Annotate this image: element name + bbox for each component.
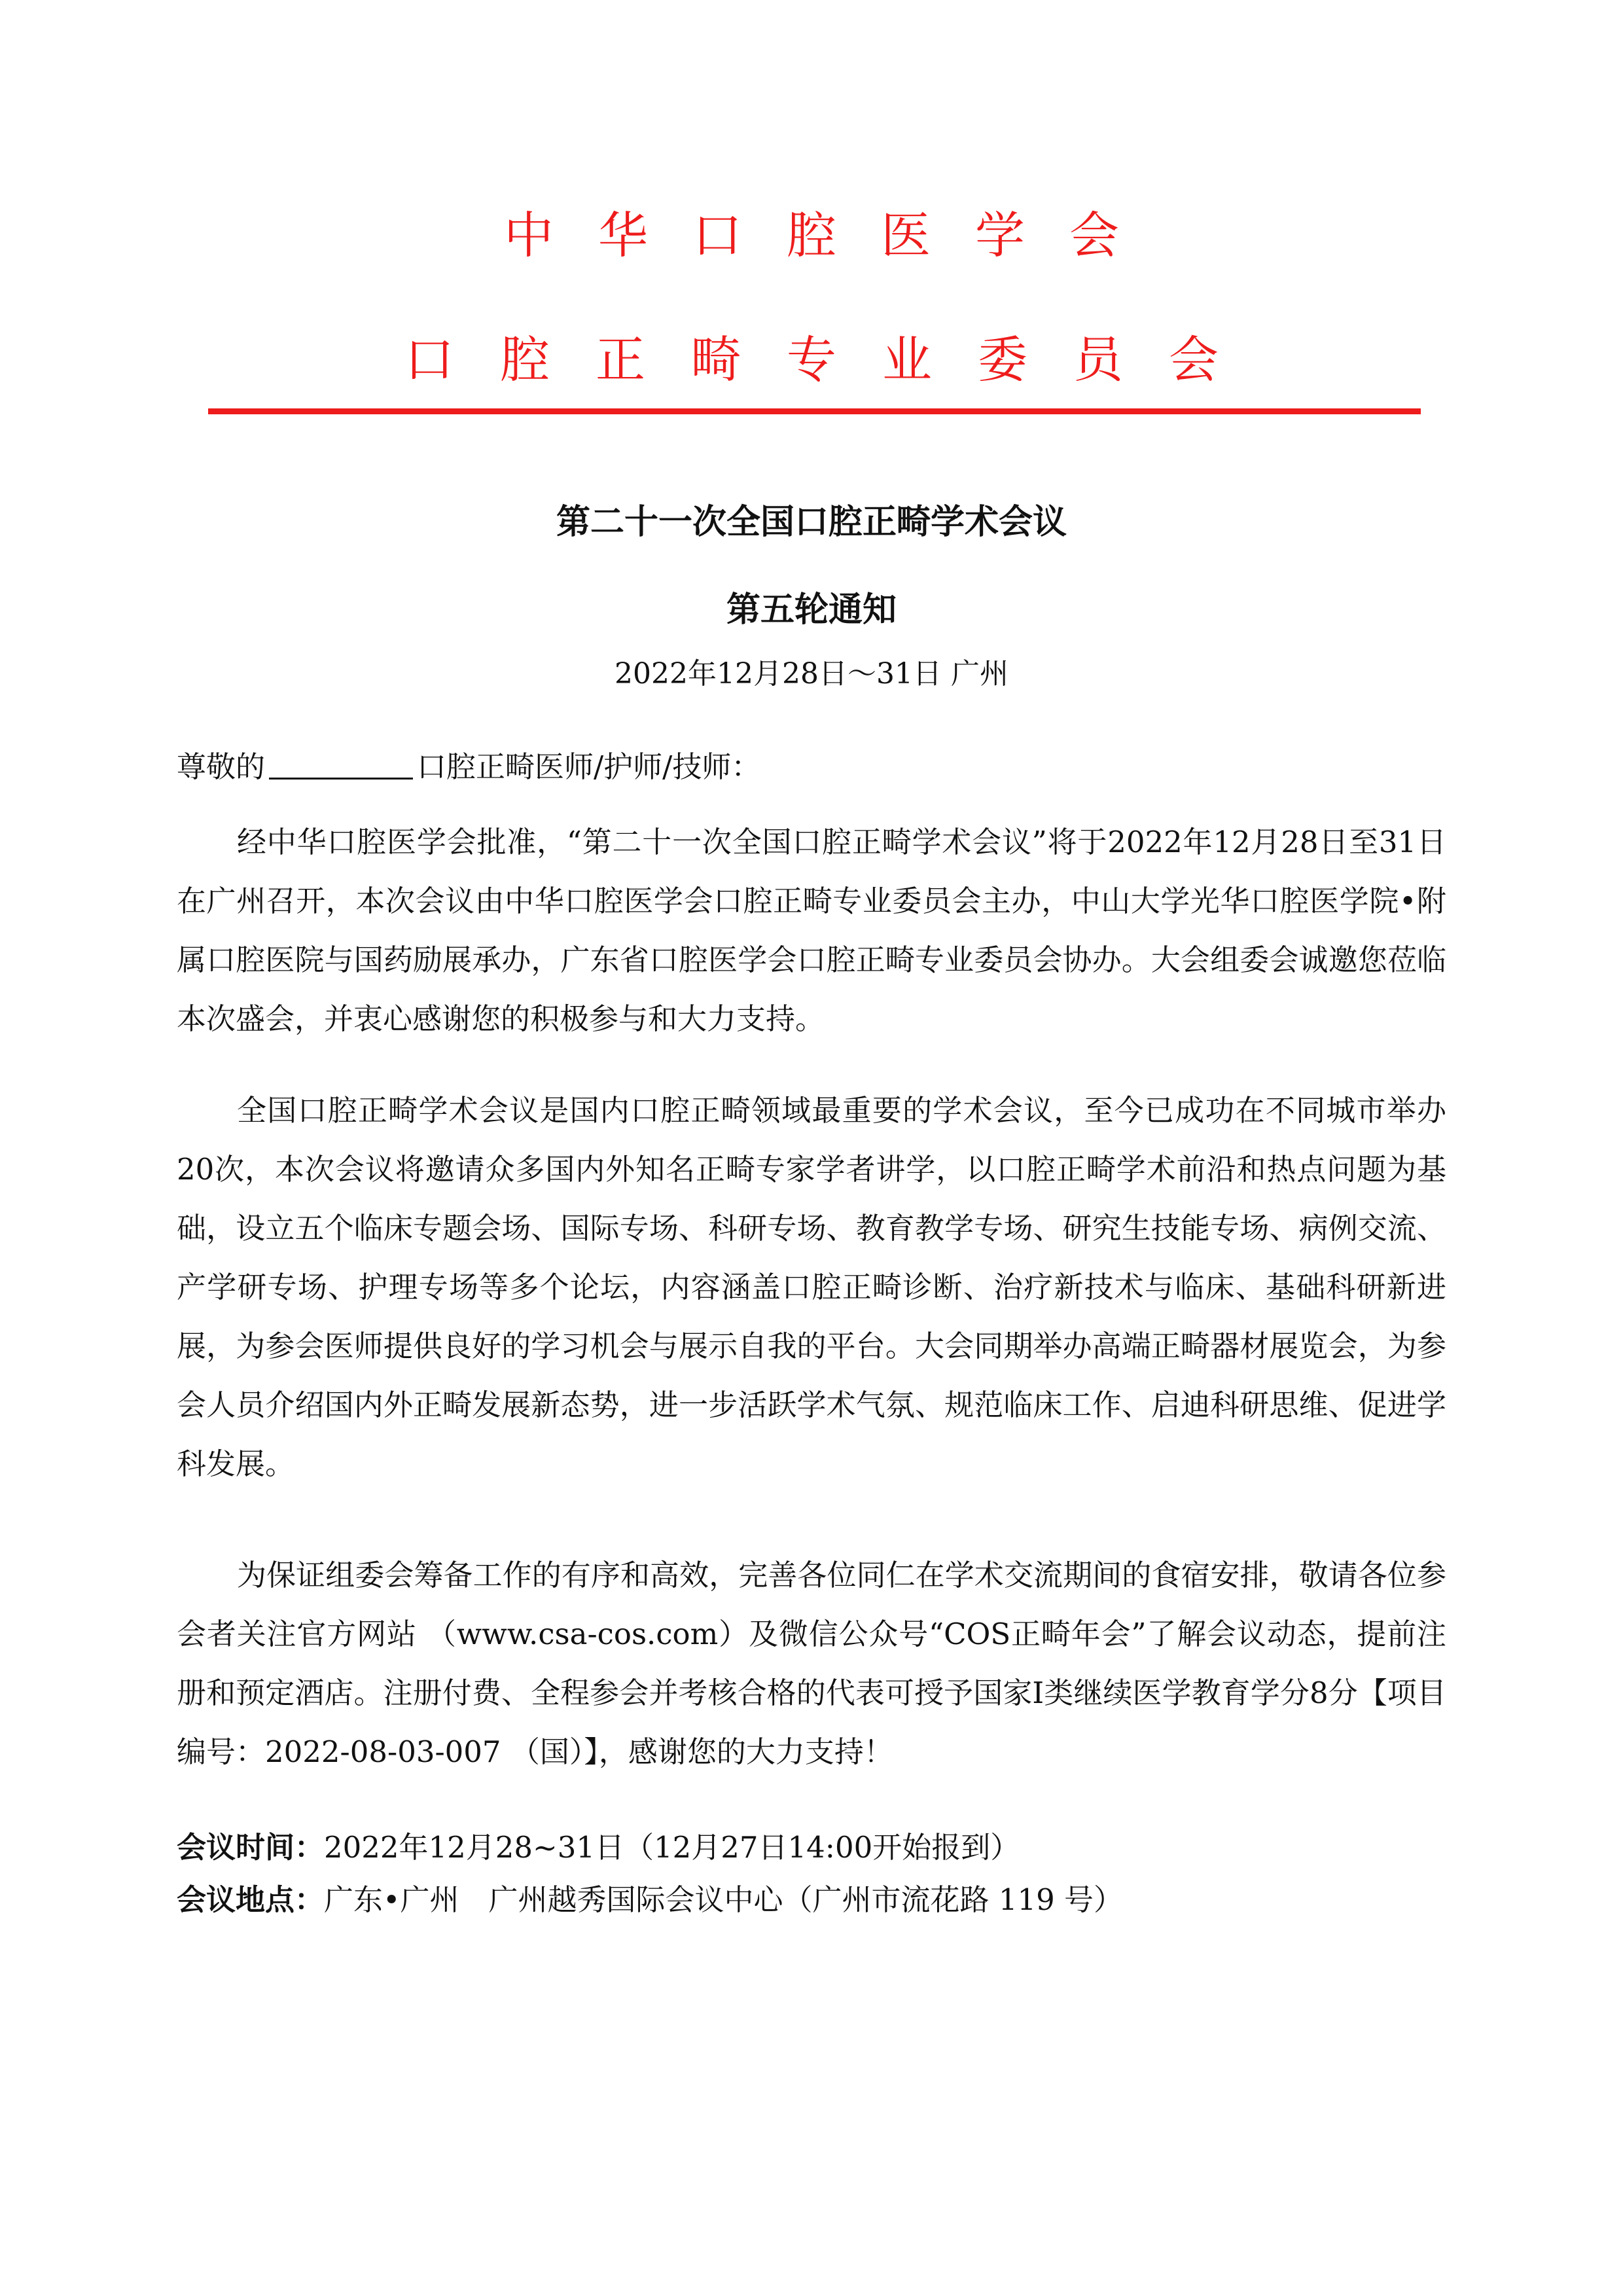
org-name-title: 中华口腔医学会	[504, 206, 1164, 264]
body-paragraph-2: 全国口腔正畸学术会议是国内口腔正畸领域最重要的学术会议，至今已成功在不同城市举办20次，本次会议将邀请众多国内外知名正畸专家学者讲学，以口腔正畸学术前沿和热点问题为基础，设立五个临床专题会场、国际专场、科研专场、教育教学专场、研究生技能专场、病例交流、产学研专场、护理专场等多个论坛，内容涵盖口腔正畸诊断、治疗新技术与临床、基础科研新进展，为参会医师提供良好的学习机会与展示自我的平台。大会同期举办高端正畸器材展览会，为参会人员介绍国内外正畸发展新态势，进一步活跃学术气氛、规范临床工作、启迪科研思维、促进学科发展。	[177, 1093, 1446, 1481]
meeting-place	[177, 1882, 1124, 1917]
meeting-time-label: 会议时间：	[177, 1830, 325, 1865]
name-blank-line	[269, 749, 413, 780]
meeting-time	[177, 1830, 1020, 1865]
meeting-place-value: 广东•广州 广州越秀国际会议中心（广州市流花路 119 号）	[324, 1882, 1124, 1917]
conference-date-place: 2022年12月28日～31日 广州	[615, 657, 1008, 691]
body-paragraph-3: 为保证组委会筹备工作的有序和高效，完善各位同仁在学术交流期间的食宿安排，敬请各位参会者关注官方网站 （www.csa-cos.com）及微信公众号“COS正畸年会”了解会议动态，提前注册和预定酒店。注册付费、全程参会并考核合格的代表可授予国家I类继续医学教育学分8分【项目编号：2022-08-03-007 （国）】，感谢您的大力支持！	[177, 1558, 1446, 1769]
header-divider	[208, 408, 1421, 414]
committee-name-title: 口腔正畸专业委员会	[404, 331, 1264, 389]
meeting-place-label: 会议地点：	[177, 1882, 325, 1917]
salutation-prefix: 尊敬的	[177, 749, 266, 784]
body-paragraph-1: 经中华口腔医学会批准，“第二十一次全国口腔正畸学术会议”将于2022年12月28日至31日在广州召开，本次会议由中华口腔医学会口腔正畸专业委员会主办，中山大学光华口腔医学院•附属口腔医院与国药励展承办，广东省口腔医学会口腔正畸专业委员会协办。大会组委会诚邀您莅临本次盛会，并衷心感谢您的积极参与和大力支持。	[177, 825, 1446, 1036]
meeting-time-value: 2022年12月28~31日（12月27日14:00开始报到）	[324, 1830, 1020, 1865]
salutation	[177, 749, 761, 784]
conference-title: 第二十一次全国口腔正畸学术会议	[556, 503, 1067, 542]
salutation-suffix: 口腔正畸医师/护师/技师：	[417, 749, 761, 784]
notice-title: 第五轮通知	[726, 590, 897, 630]
